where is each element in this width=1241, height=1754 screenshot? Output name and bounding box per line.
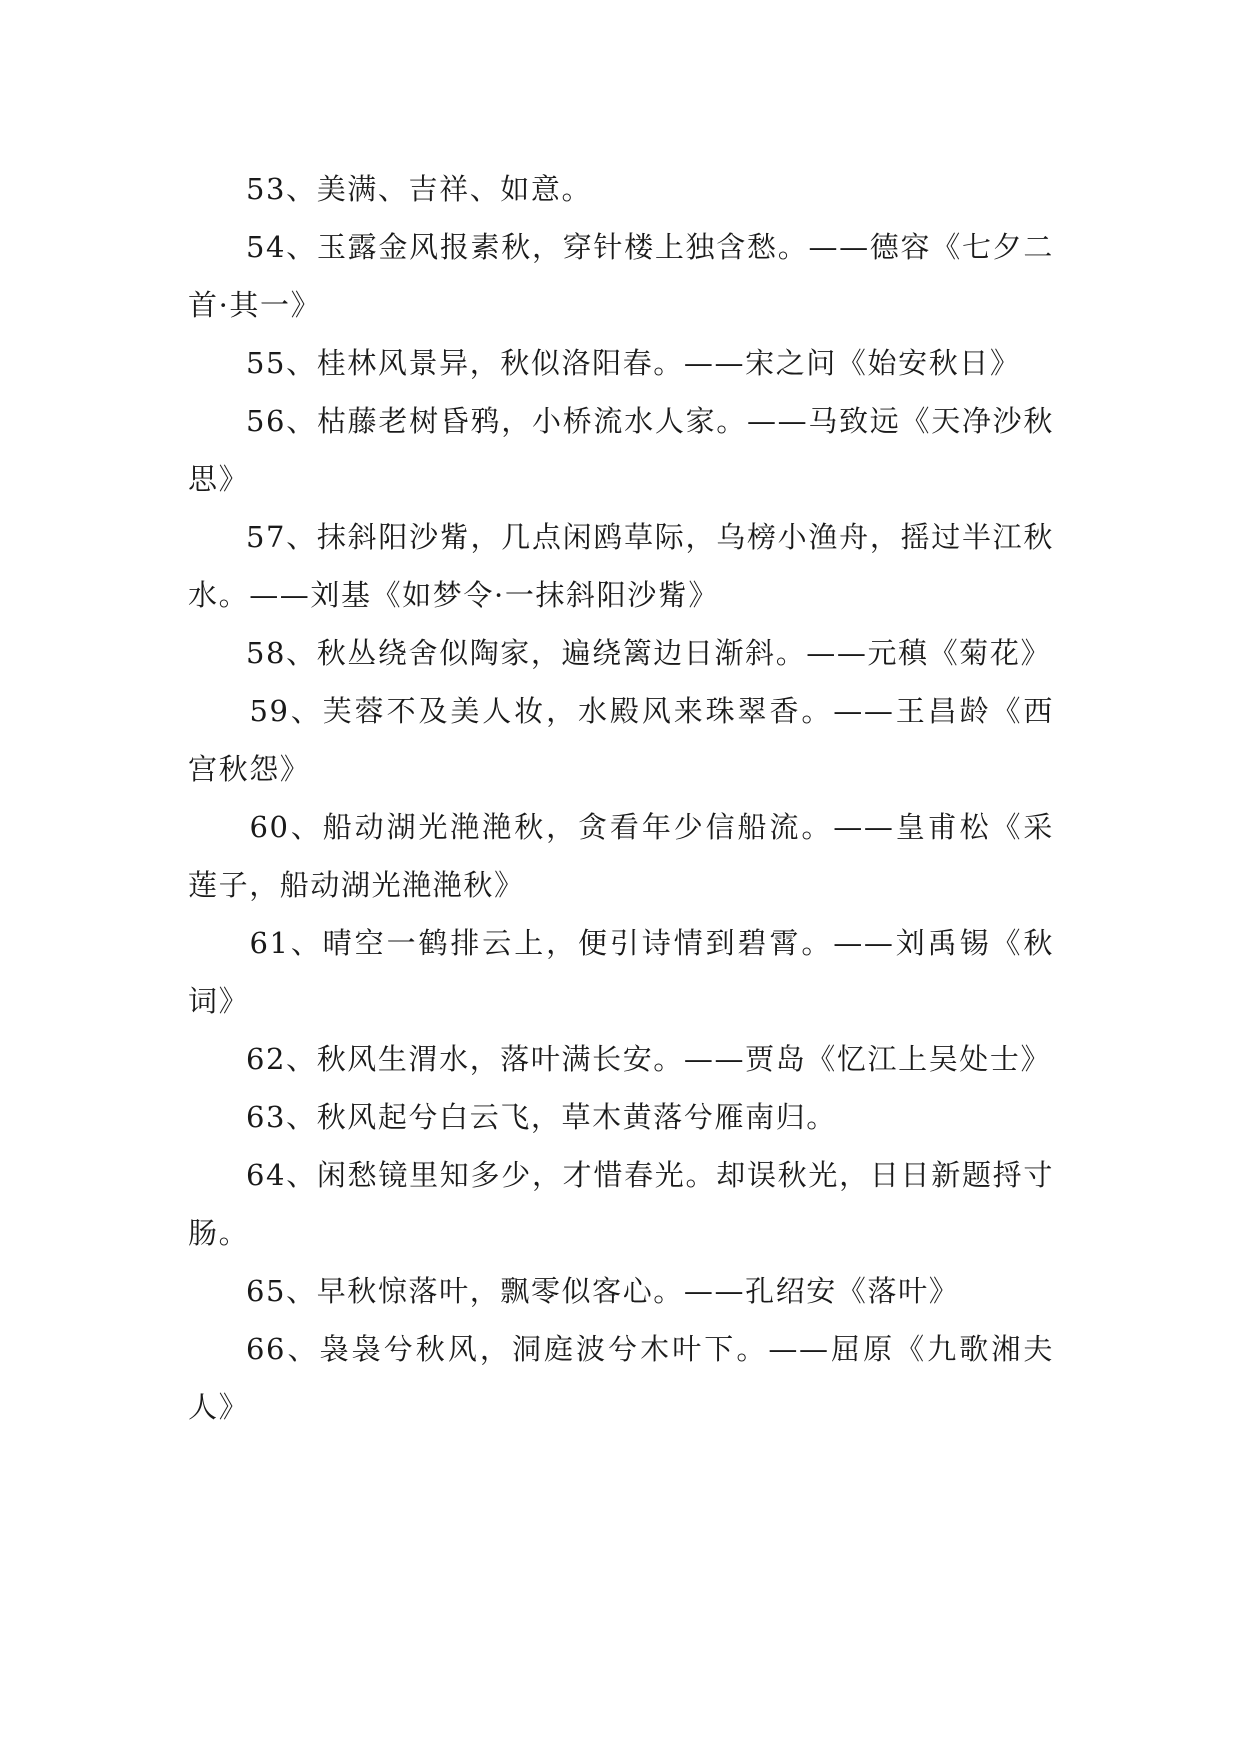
list-item: 64、闲愁镜里知多少，才惜春光。却误秋光，日日新题捋寸肠。: [188, 1158, 1054, 1250]
list-item: 62、秋风生渭水，落叶满长安。——贾岛《忆江上吴处士》: [246, 1042, 1052, 1076]
list-item: 59、芙蓉不及美人妆，水殿风来珠翠香。——王昌龄《西宫秋怨》: [188, 694, 1054, 786]
list-item: 56、枯藤老树昏鸦，小桥流水人家。——马致远《天净沙秋思》: [188, 404, 1054, 496]
list-item: 53、美满、吉祥、如意。: [246, 172, 593, 206]
list-item: 66、袅袅兮秋风，洞庭波兮木叶下。——屈原《九歌湘夫人》: [188, 1332, 1054, 1424]
list-item: 63、秋风起兮白云飞，草木黄落兮雁南归。: [246, 1100, 837, 1134]
list-item: 61、晴空一鹤排云上，便引诗情到碧霄。——刘禹锡《秋词》: [188, 926, 1054, 1018]
list-item: 54、玉露金风报素秋，穿针楼上独含愁。——德容《七夕二首·其一》: [188, 230, 1054, 322]
document-page: [188, 160, 1054, 1436]
list-item: 65、早秋惊落叶，飘零似客心。——孔绍安《落叶》: [246, 1274, 960, 1308]
list-item: 58、秋丛绕舍似陶家，遍绕篱边日渐斜。——元稹《菊花》: [246, 636, 1052, 670]
list-item: 55、桂林风景异，秋似洛阳春。——宋之问《始安秋日》: [246, 346, 1021, 380]
list-item: 60、船动湖光滟滟秋，贪看年少信船流。——皇甫松《采莲子，船动湖光滟滟秋》: [188, 810, 1054, 902]
list-item: 57、抹斜阳沙觜，几点闲鸥草际，乌榜小渔舟，摇过半江秋水。——刘基《如梦令·一抹斜阳沙觜》: [188, 520, 1054, 612]
